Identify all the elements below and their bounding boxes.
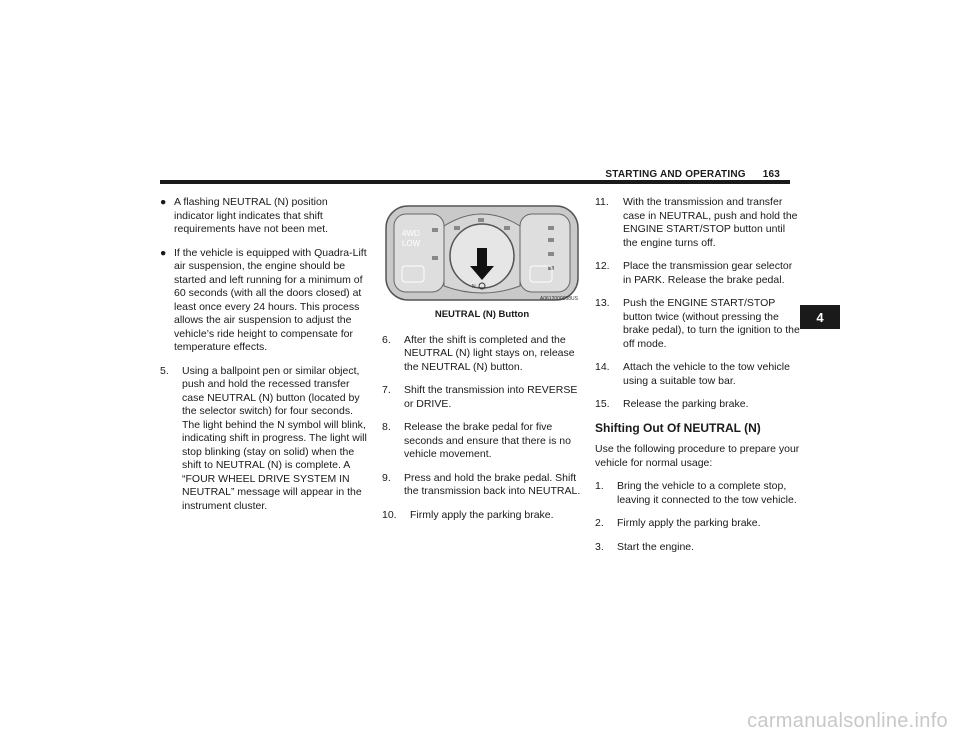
step-text: Start the engine.	[617, 540, 695, 553]
step-item	[160, 365, 368, 514]
step-item	[595, 260, 800, 287]
bullet-text: A flashing NEUTRAL (N) position indicator light indicates that shift requirements have not been met.	[174, 196, 329, 235]
step-number: 14.	[595, 361, 610, 373]
step-number: 12.	[595, 260, 610, 272]
neutral-button-figure	[382, 196, 582, 306]
step-item	[595, 398, 800, 412]
step-item	[595, 196, 800, 250]
step-text: Shift the transmission into REVERSE or DRIVE.	[404, 384, 578, 410]
step-text: Push the ENGINE START/STOP button twice (without pressing the brake pedal), to turn the ignition to the off mode.	[623, 297, 800, 350]
label-4wd: 4WD	[402, 229, 420, 238]
step-item	[595, 517, 800, 531]
step-number: 15.	[595, 398, 610, 410]
figure-caption: NEUTRAL (N) Button	[434, 309, 530, 320]
step-text: Firmly apply the parking brake.	[410, 508, 554, 521]
step-text: Place the transmission gear selector in PARK. Release the brake pedal.	[623, 260, 793, 286]
step-text: Release the parking brake.	[623, 398, 749, 410]
page-number: 163	[762, 169, 780, 180]
intro-paragraph: Use the following procedure to prepare your vehicle for normal usage:	[595, 443, 800, 469]
label-n: N	[472, 284, 476, 290]
step-number: 8.	[382, 421, 391, 433]
column-2	[382, 196, 582, 532]
step-item	[595, 297, 800, 351]
step-number: 5.	[160, 364, 169, 377]
bullet-dot-icon: ●	[160, 196, 167, 208]
selector-switch-illustration	[382, 196, 582, 306]
figure-id: A0612000058US	[539, 295, 578, 302]
step-item	[382, 421, 582, 462]
step-number: 6.	[382, 333, 391, 346]
step-text: Using a ballpoint pen or similar object, push and hold the recessed transfer case NEUTRAL (N) button (located by the selector switch) for four seconds. The light behind the N symbol will blink, indicating shift in progress. The light will stop blinking (stay on solid) when the shift to NEUTRAL (N) is complete. A “FOUR WHEEL DRIVE SYSTEM IN NEUTRAL” message will appear in the instrument cluster.	[182, 364, 367, 512]
step-text: Release the brake pedal for five seconds and ensure that there is no vehicle movement.	[404, 421, 571, 460]
bullet-item	[160, 196, 368, 237]
bullet-text: If the vehicle is equipped with Quadra-Lift air suspension, the engine should be started and left running for a minimum of 60 seconds (with all the doors closed) at least once every 24 hours. This process allows the air suspension to adjust the vehicle’s ride height to compensate for temperature effects.	[174, 246, 367, 353]
step-number: 3.	[595, 540, 604, 553]
step-text: Press and hold the brake pedal. Shift the transmission back into NEUTRAL.	[404, 471, 581, 497]
step-number: 9.	[382, 471, 391, 484]
bullet-item	[160, 247, 368, 355]
step-number: 13.	[595, 297, 610, 309]
step-text: Bring the vehicle to a complete stop, leaving it connected to the tow vehicle.	[617, 480, 797, 506]
column-3	[595, 196, 800, 564]
chapter-tab: 4	[800, 305, 840, 329]
step-item	[382, 384, 582, 411]
step-item	[595, 361, 800, 388]
section-title: STARTING AND OPERATING	[605, 169, 746, 180]
step-number: 7.	[382, 384, 391, 396]
step-number: 11.	[595, 196, 609, 208]
step-number: 1.	[595, 480, 604, 492]
step-item	[382, 472, 582, 499]
watermark: carmanualsonline.info	[747, 710, 948, 732]
step-number: 10.	[382, 508, 397, 521]
header-rule	[160, 180, 790, 184]
step-text: After the shift is completed and the NEUTRAL (N) light stays on, release the NEUTRAL (N) button.	[404, 333, 575, 373]
step-item	[382, 334, 582, 375]
step-item	[595, 541, 800, 555]
bullet-dot-icon: ●	[160, 246, 167, 259]
step-text: Attach the vehicle to the tow vehicle using a suitable tow bar.	[623, 361, 790, 387]
step-text: Firmly apply the parking brake.	[617, 517, 761, 529]
section-subheading: Shifting Out Of NEUTRAL (N)	[595, 420, 761, 435]
step-item	[595, 480, 800, 507]
label-low: LOW	[402, 239, 421, 248]
step-text: With the transmission and transfer case in NEUTRAL, push and hold the ENGINE START/STOP button until the engine turns off.	[623, 196, 798, 249]
page-header	[605, 169, 780, 180]
column-1	[160, 196, 368, 523]
step-number: 2.	[595, 517, 604, 529]
step-item	[382, 509, 582, 523]
